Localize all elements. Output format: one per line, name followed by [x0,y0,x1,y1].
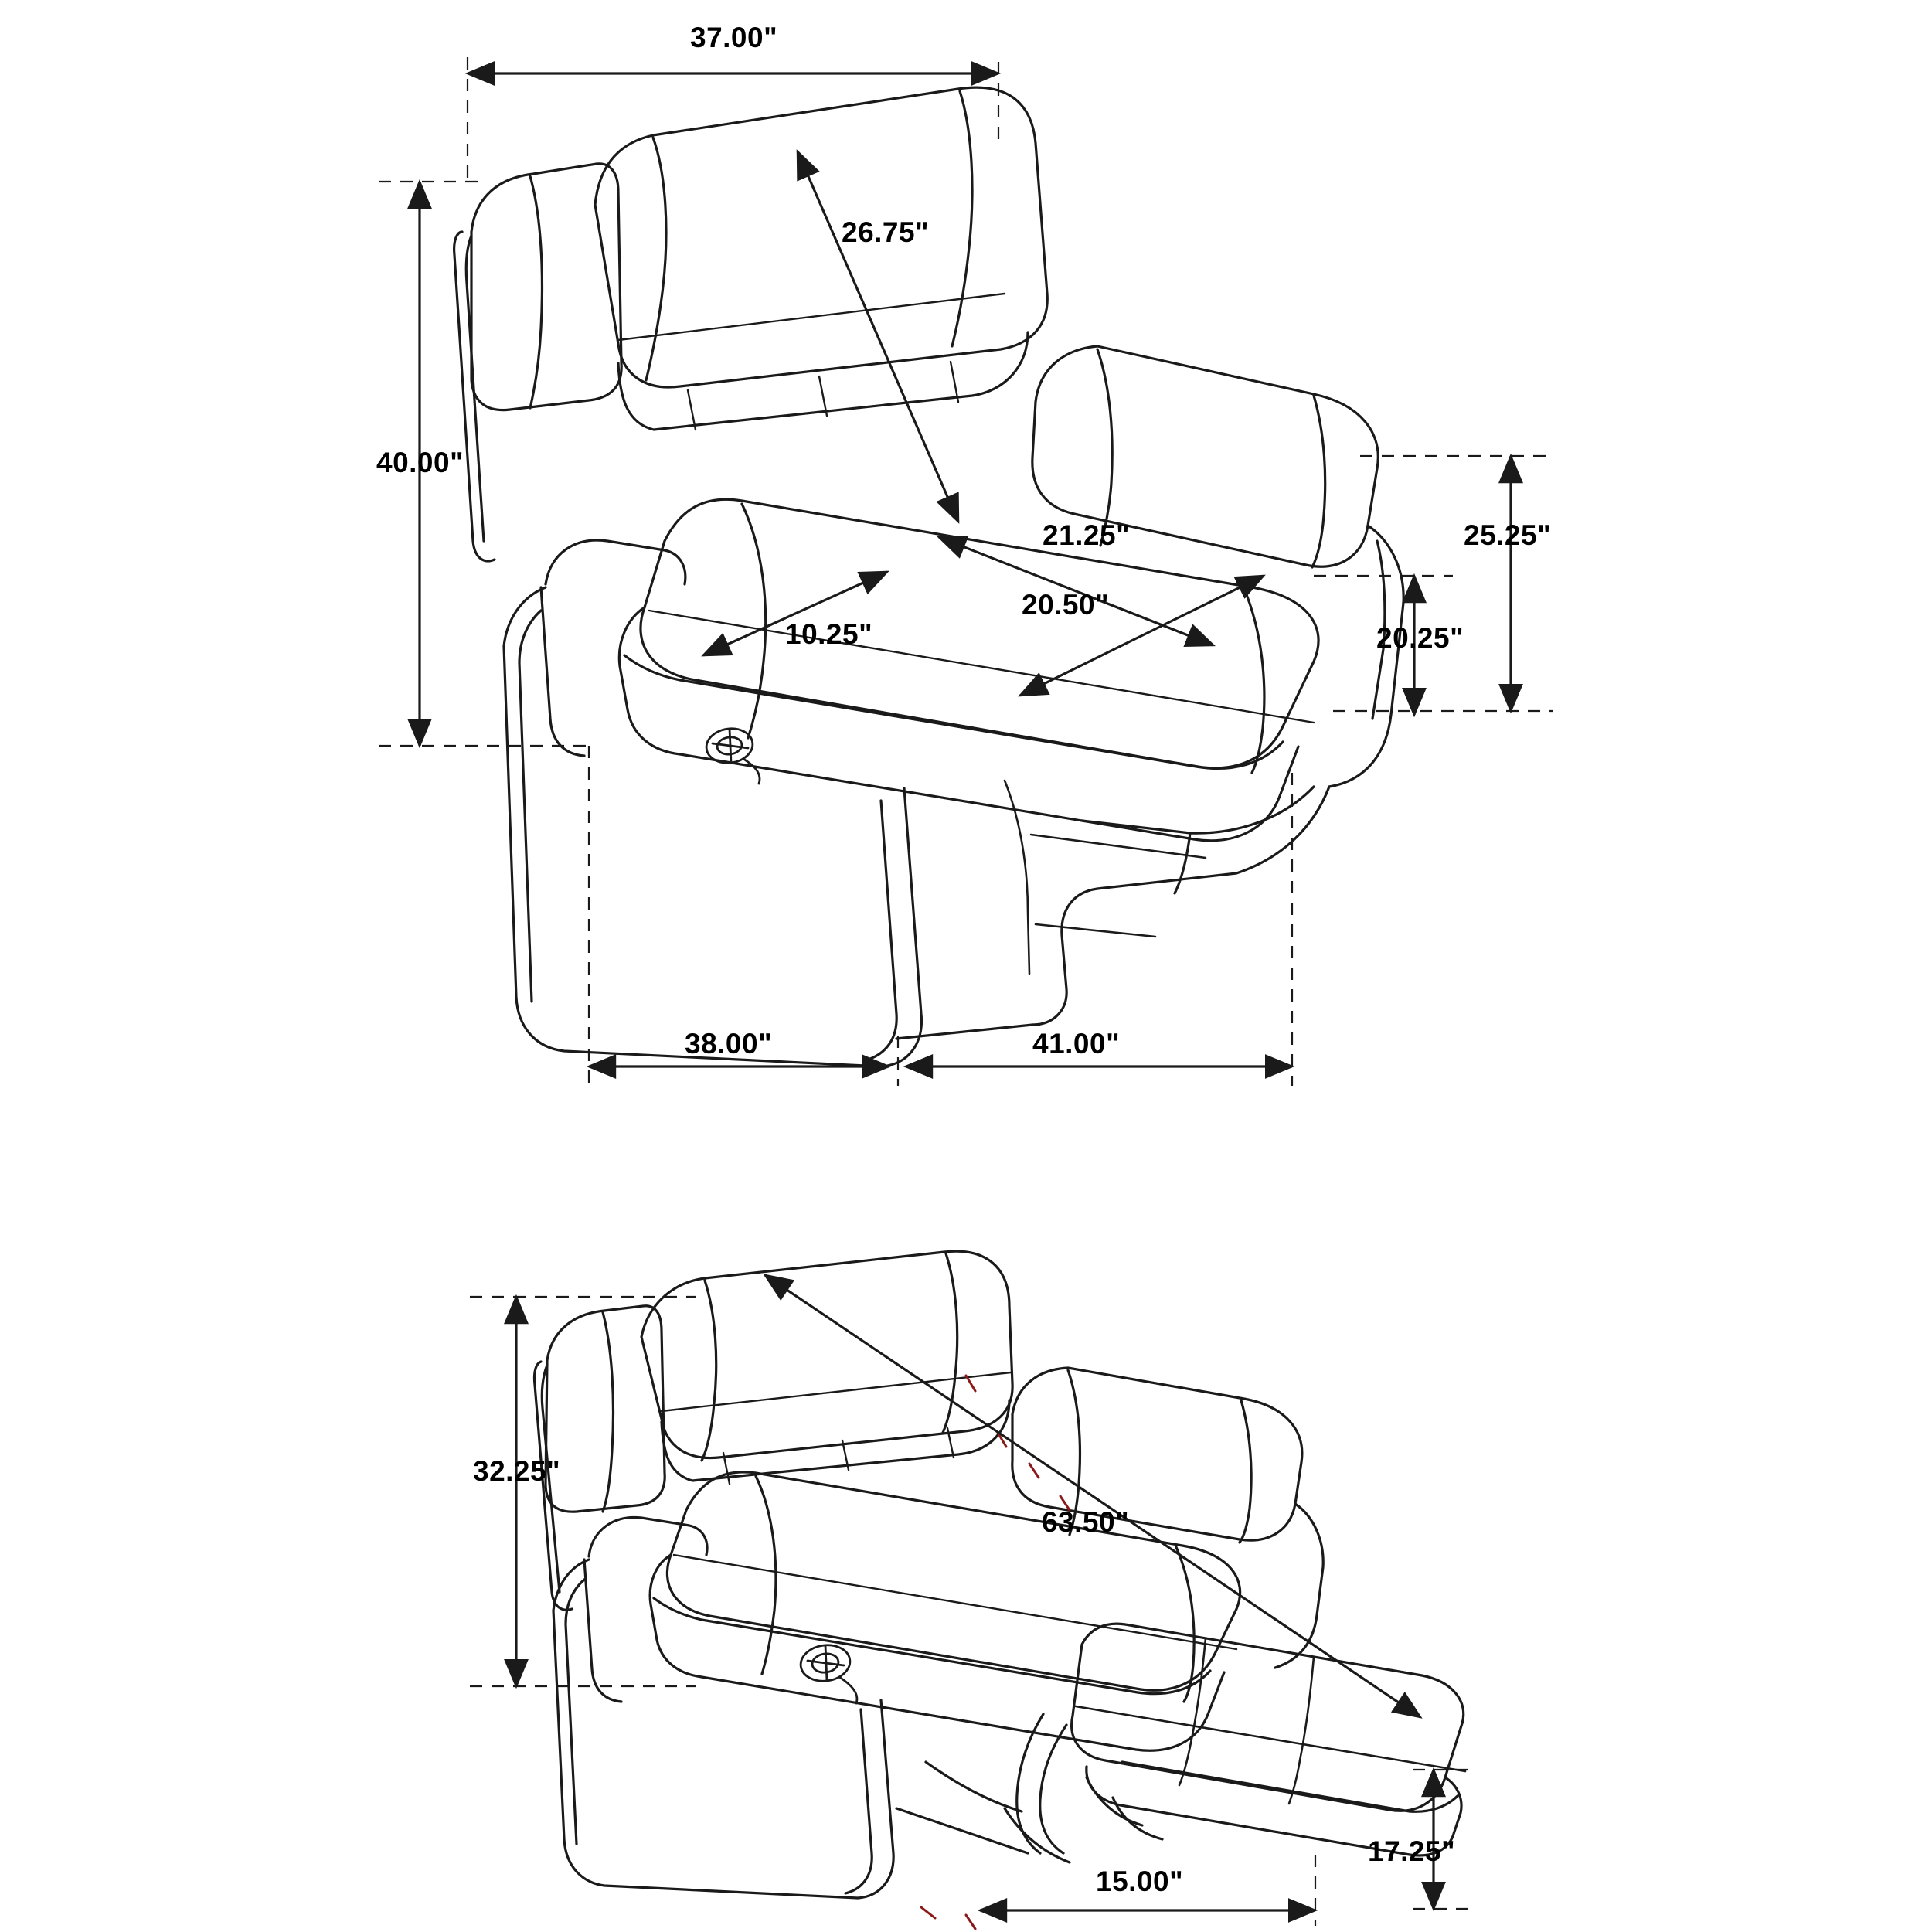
chair-reclined-outline [534,1251,1465,1929]
dimension-label-depth-rear: 41.00" [1032,1028,1121,1060]
dimension-label-footrest-clearance: 15.00" [1096,1866,1184,1897]
dimension-label-overall-height: 40.00" [376,447,464,478]
dimension-lines-upright [379,54,1553,1086]
dimension-label-seat-depth-diagonal: 21.25" [1043,519,1131,551]
dimension-label-arm-width: 10.25" [785,618,873,650]
dimension-label-reclined-height: 32.25" [473,1455,561,1487]
dimension-label-overall-width: 37.00" [690,22,778,53]
dimension-label-seat-height: 20.25" [1376,622,1464,654]
dimension-label-depth-front: 38.00" [685,1028,773,1060]
dimension-label-footrest-height: 17.25" [1368,1835,1456,1867]
dimension-label-reclined-length: 63.50" [1042,1506,1130,1538]
dimension-label-seat-width: 20.50" [1022,589,1110,621]
dimension-label-arm-height: 25.25" [1464,519,1552,551]
dimension-label-back-height-diagonal: 26.75" [842,216,930,248]
